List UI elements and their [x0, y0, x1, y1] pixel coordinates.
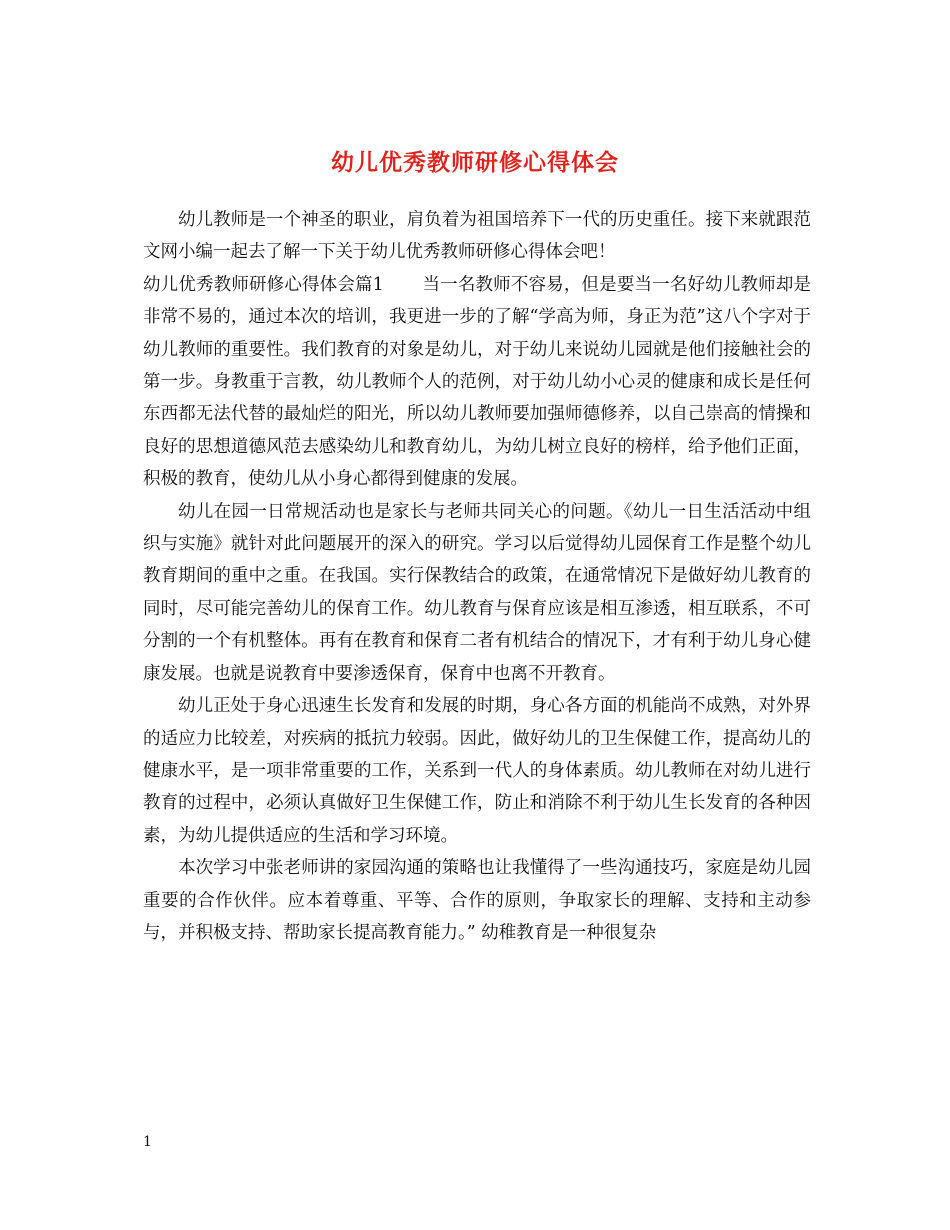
body-paragraph: 幼儿正处于身心迅速生长发育和发展的时期，身心各方面的机能尚不成熟，对外界的适应力比较差，对疾病的抵抗力较弱。因此，做好幼儿的卫生保健工作，提高幼儿的健康水平，是一项非常重要的工作，关系到一代人的身体素质。幼儿教师在对幼儿进行教育的过程中，必须认真做好卫生保健工作，防止和消除不利于幼儿生长发育的各种因素，为幼儿提供适应的生活和学习环境。: [143, 696, 811, 846]
document-title: 幼儿优秀教师研修心得体会: [331, 149, 619, 177]
section-heading: 幼儿优秀教师研修心得体会篇1: [143, 274, 384, 295]
page-number: 1: [143, 1134, 152, 1150]
paragraph-text: 当一名教师不容易，但是要当一名好幼儿教师却是非常不易的，通过本次的培训，我更进一步的了解“学高为师，身正为范”这八个字对于幼儿教师的重要性。我们教育的对象是幼儿，对于幼儿来说幼儿园就是他们接触社会的第一步。身教重于言教，幼儿教师个人的范例，对于幼儿幼小心灵的健康和成长是任何东西都无法代替的最灿烂的阳光，所以幼儿教师要加强师德修养，以自己崇高的情操和良好的思想道德风范去感染幼儿和教育幼儿，为幼儿树立良好的榜样，给予他们正面，积极的教育，使幼儿从小身心都得到健康的发展。: [143, 274, 811, 490]
body-paragraph: 幼儿在园一日常规活动也是家长与老师共同关心的问题。《幼儿一日生活活动中组织与实施》就针对此问题展开的深入的研究。学习以后觉得幼儿园保育工作是整个幼儿教育期间的重中之重。在我国。实行保教结合的政策，在通常情况下是做好幼儿教育的同时，尽可能完善幼儿的保育工作。幼儿教育与保育应该是相互渗透，相互联系，不可分割的一个有机整体。再有在教育和保育二者有机结合的情况下，才有利于幼儿身心健康发展。也就是说教育中要渗透保育，保育中也离不开教育。: [143, 501, 811, 684]
body-paragraph: 本次学习中张老师讲的家园沟通的策略也让我懂得了一些沟通技巧，家庭是幼儿园重要的合作伙伴。应本着尊重、平等、合作的原则，争取家长的理解、支持和主动参与，并积极支持、帮助家长提高教育能力。” 幼稚教育是一种很复杂: [143, 858, 811, 943]
intro-paragraph: 幼儿教师是一个神圣的职业，肩负着为祖国培养下一代的历史重任。接下来就跟范文网小编一起去了解一下关于幼儿优秀教师研修心得体会吧！: [143, 210, 811, 263]
document-body: [143, 204, 811, 949]
section-paragraph: [143, 269, 811, 496]
